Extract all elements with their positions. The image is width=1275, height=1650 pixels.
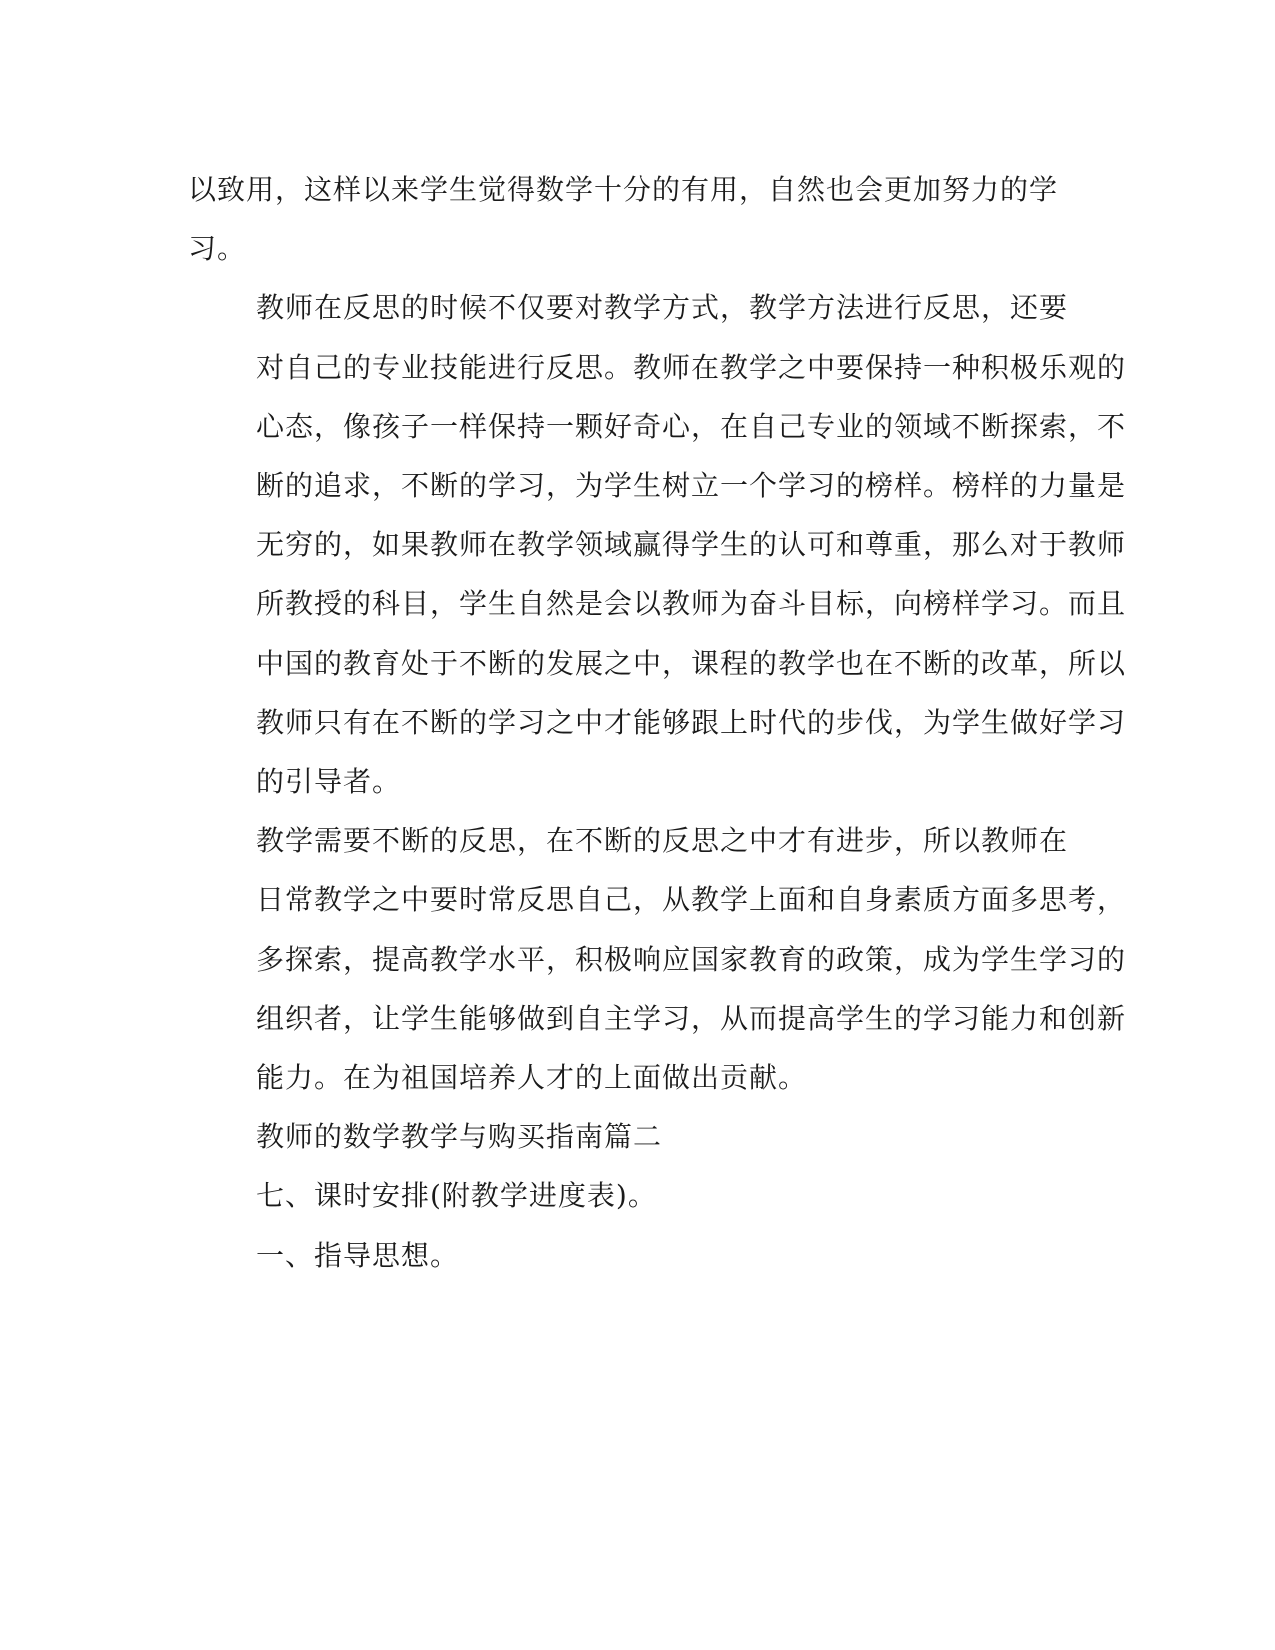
section-heading-guiding-thought [188, 1226, 1088, 1285]
text-line: 日常教学之中要时常反思自己，从教学上面和自身素质方面多思考， [256, 883, 1127, 917]
text-line: 教学需要不断的反思，在不断的反思之中才有进步，所以教师在 [256, 824, 1069, 858]
text-line: 教师的数学教学与购买指南篇二 [256, 1120, 663, 1154]
text-line: 以致用，这样以来学生觉得数学十分的有用，自然也会更加努力的学 [188, 173, 1059, 206]
text-line: 习。 [188, 232, 247, 266]
text-line: 中国的教育处于不断的发展之中，课程的教学也在不断的改革，所以 [256, 646, 1127, 680]
text-line: 组织者，让学生能够做到自主学习，从而提高学生的学习能力和创新 [256, 1001, 1127, 1035]
text-line: 所教授的科目，学生自然是会以教师为奋斗目标，向榜样学习。而且 [256, 587, 1127, 621]
text-line: 教师只有在不断的学习之中才能够跟上时代的步伐，为学生做好学习 [256, 705, 1127, 739]
text-line: 对自己的专业技能进行反思。教师在教学之中要保持一种积极乐观的 [256, 350, 1127, 384]
paragraph-continuation [188, 160, 1088, 278]
document-body [188, 160, 1127, 1285]
text-line: 断的追求，不断的学习，为学生树立一个学习的榜样。榜样的力量是 [256, 469, 1127, 503]
text-line: 多探索，提高教学水平，积极响应国家教育的政策，成为学生学习的 [256, 942, 1127, 976]
text-line: 一、指导思想。 [256, 1238, 460, 1272]
text-line: 无穷的，如果教师在教学领域赢得学生的认可和尊重，那么对于教师 [256, 528, 1127, 562]
text-line: 教师在反思的时候不仅要对教学方式，教学方法进行反思，还要 [256, 291, 1069, 325]
text-line: 的引导者。 [256, 765, 402, 799]
text-line: 心态，像孩子一样保持一颗好奇心，在自己专业的领域不断探索，不 [256, 409, 1127, 443]
section-title [188, 1107, 1088, 1166]
paragraph-teacher-reflection [188, 278, 1127, 811]
paragraph-continuous-reflection [188, 811, 1127, 1107]
text-line: 能力。在为祖国培养人才的上面做出贡献。 [256, 1061, 808, 1095]
text-line: 七、课时安排(附教学进度表)。 [256, 1179, 657, 1213]
section-heading-schedule [188, 1166, 1088, 1225]
